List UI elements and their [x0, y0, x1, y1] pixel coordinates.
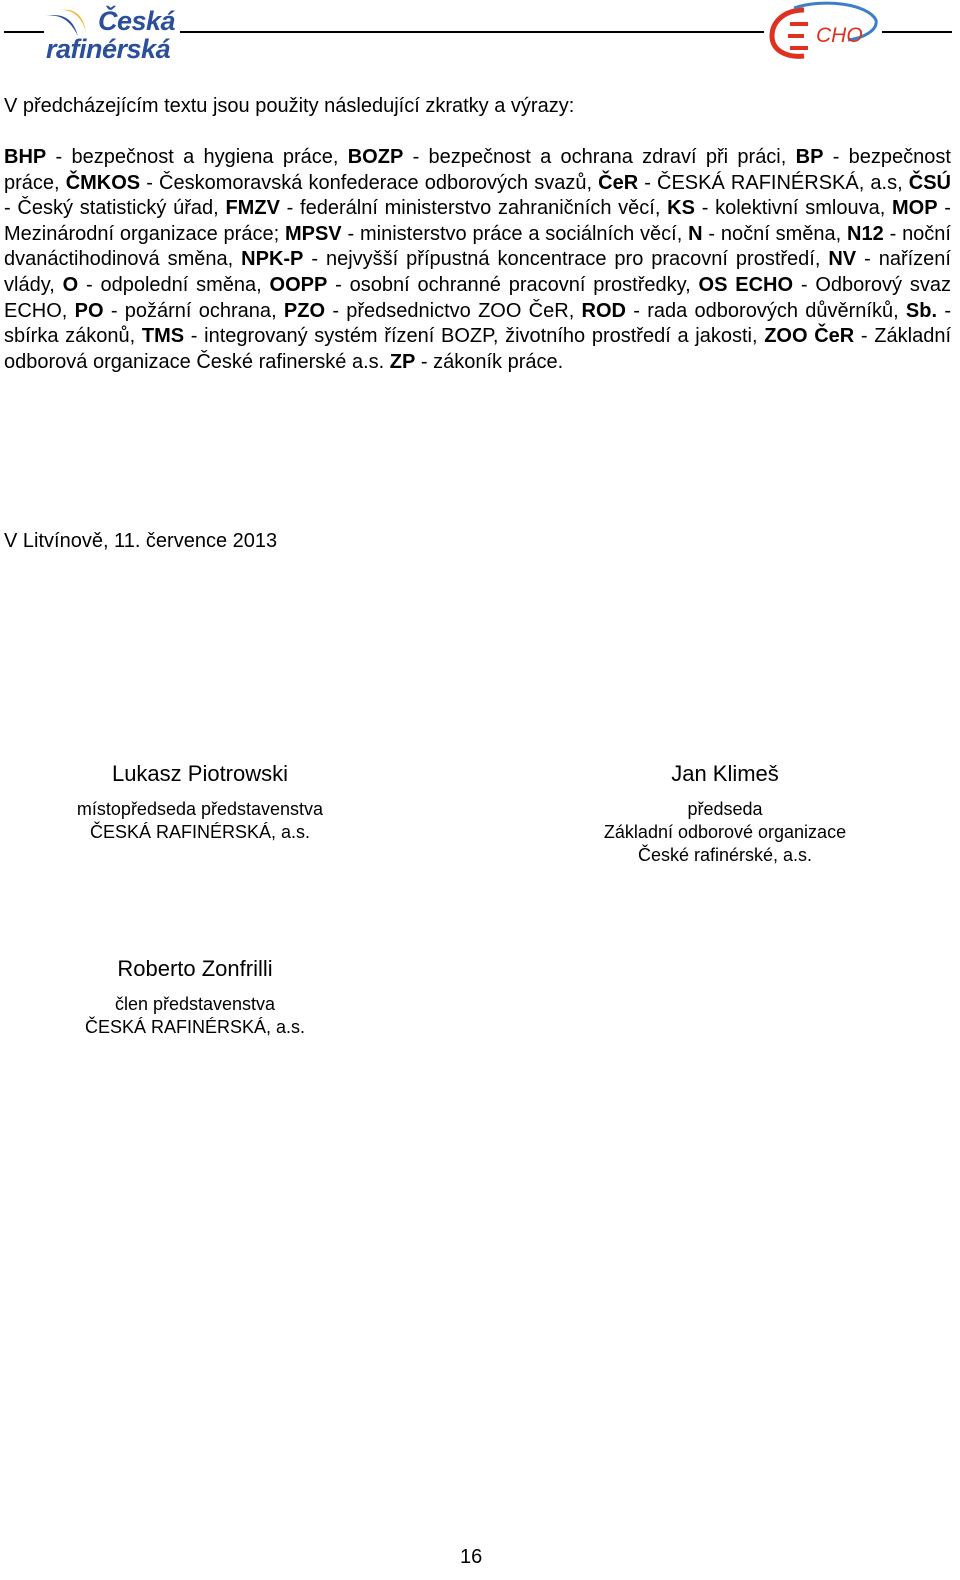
- abbreviation-term: N12: [847, 222, 884, 245]
- abbreviation-definition: nařízení vlády: [4, 248, 951, 296]
- abbreviation-entry: MOP - Mezinárodní organizace práce;: [4, 197, 951, 245]
- abbreviation-definition: požární ochrana: [124, 299, 272, 322]
- abbreviation-definition: federální ministerstvo zahraničních věcí: [300, 197, 655, 220]
- abbreviation-entry: FMZV - federální ministerstvo zahraničních věcí: [225, 197, 655, 220]
- abbreviation-term: Sb.: [905, 299, 938, 322]
- signatory-name: Lukasz Piotrowski: [111, 761, 289, 786]
- signatory-name: Roberto Zonfrilli: [117, 956, 273, 981]
- abbreviation-term: NV: [828, 248, 857, 271]
- abbreviation-definition: integrovaný systém řízení BOZP, životního prostředí a jakosti: [204, 325, 752, 348]
- abbreviation-definition: noční dvanáctihodinová směna: [4, 222, 951, 271]
- abbreviation-definition: noční směna: [720, 222, 836, 245]
- abbreviation-definition: odpolední směna: [100, 273, 257, 296]
- abbreviation-definition: osobní ochranné pracovní prostředky: [349, 273, 686, 296]
- abbreviation-entry: Sb. - sbírka zákonů: [4, 299, 951, 348]
- signatory-org: ČESKÁ RAFINÉRSKÁ, a.s.: [84, 1017, 306, 1037]
- signature-block-piotrowski: [40, 760, 360, 844]
- abbreviation-term: FMZV: [225, 197, 280, 220]
- abbreviation-entry: ČMKOS - Českomoravská konfederace odborových svazů: [65, 171, 587, 194]
- abbreviation-definition: rada odborových důvěrníků: [647, 299, 894, 322]
- abbreviation-entry: O - odpolední směna: [62, 273, 257, 296]
- signatory-role: místopředseda představenstva: [76, 799, 324, 819]
- abbreviation-entry: ROD - rada odborových důvěrníků: [581, 299, 894, 322]
- abbreviation-entry: ZP - zákoník práce.: [389, 350, 564, 373]
- page-number: 16: [460, 1546, 483, 1568]
- abbreviation-definition: zákoník práce.: [433, 350, 564, 373]
- abbreviation-entry: NPK-P - nejvyšší přípustná koncentrace pro pracovní prostředí: [241, 248, 815, 271]
- abbreviation-definition: bezpečnost a hygiena práce: [71, 146, 333, 168]
- abbreviation-entry: KS - kolektivní smlouva: [667, 197, 880, 220]
- abbreviation-entry: ČeR - ČESKÁ RAFINÉRSKÁ, a.s: [598, 171, 898, 194]
- abbreviation-definition: Odborový svaz ECHO: [4, 273, 951, 322]
- signatory-role: člen představenstva: [114, 994, 276, 1014]
- abbreviation-term: ČeR: [598, 171, 639, 194]
- abbreviation-term: ROD: [581, 299, 626, 322]
- abbreviation-term: MOP: [892, 197, 938, 220]
- abbreviation-entry: NV - nařízení vlády: [4, 248, 951, 296]
- echo-logo-text: CHO: [816, 24, 863, 47]
- abbreviation-term: KS: [667, 197, 695, 220]
- abbreviation-term: NPK-P: [241, 248, 304, 271]
- abbreviation-list: BHP - bezpečnost a hygiena práce, BOZP - bezpečnost a ochrana zdraví při práci, BP - bezpečnost práce, ČMKOS - Českomoravská konfederace odborových svazů, ČeR - ČESKÁ RAFINÉRSKÁ, a.s, ČSÚ - Český statistický úřad, FMZV - federální ministerstvo zahraničních věcí, KS - kolektivní smlouva, MOP - Mezinárodní organizace práce; MPSV - ministerstvo práce a sociálních věcí, N - noční směna, N12 - noční dvanáctihodinová směna, NPK-P - nejvyšší přípustná koncentrace pro pracovní prostředí, NV - nařízení vlády, O - odpolední směna, OOPP - osobní ochranné pracovní prostředky, OS ECHO - Odborový svaz ECHO, PO - požární ochrana, PZO - předsednictvo ZOO ČeR, ROD - rada odborových důvěrníků, Sb. - sbírka zákonů, TMS - integrovaný systém řízení BOZP, životního prostředí a jakosti, ZOO ČeR - Základní odborová organizace České rafinerské a.s. ZP - zákoník práce.: [4, 146, 952, 373]
- intro-text: V předcházejícím textu jsou použity následující zkratky a výrazy:: [4, 95, 575, 117]
- abbreviation-term: MPSV: [284, 222, 342, 245]
- abbreviation-term: PZO: [283, 299, 326, 322]
- abbreviation-definition: Základní odborová organizace České rafinerské a.s.: [4, 325, 952, 373]
- abbreviation-term: BOZP: [347, 146, 404, 168]
- abbreviation-definition: sbírka zákonů: [4, 325, 130, 348]
- place-date: V Litvínově, 11. července 2013: [4, 530, 278, 552]
- logo-line-1: Česká: [98, 6, 176, 36]
- logo-line-2: rafinérská: [46, 34, 171, 64]
- abbreviation-term: N: [688, 222, 703, 245]
- abbreviation-entry: MPSV - ministerstvo práce a sociálních věcí: [284, 222, 677, 245]
- abbreviation-entry: BOZP - bezpečnost a ochrana zdraví při práci: [347, 146, 781, 168]
- abbreviation-entry: OS ECHO - Odborový svaz ECHO: [4, 273, 951, 322]
- abbreviation-entry: PZO - předsednictvo ZOO ČeR: [283, 299, 569, 322]
- abbreviation-term: BHP: [4, 146, 47, 168]
- abbreviation-term: ZOO ČeR: [764, 325, 855, 348]
- abbreviation-term: ČSÚ: [908, 171, 951, 194]
- abbreviation-definition: kolektivní smlouva: [715, 197, 880, 220]
- echo-logo: [764, 0, 882, 64]
- ceska-rafinerska-logo: [44, 4, 180, 64]
- abbreviation-entry: ČSÚ - Český statistický úřad: [4, 171, 951, 220]
- abbreviation-term: TMS: [141, 325, 185, 348]
- abbreviation-definition: předsednictvo ZOO ČeR: [346, 299, 569, 322]
- signatory-org: Základní odborové organizace: [603, 822, 847, 842]
- signatory-org: ČESKÁ RAFINÉRSKÁ, a.s.: [89, 822, 311, 842]
- abbreviation-entry: TMS - integrovaný systém řízení BOZP, životního prostředí a jakosti: [141, 325, 752, 348]
- abbreviation-entry: N12 - noční dvanáctihodinová směna: [4, 222, 951, 271]
- abbreviation-term: BP: [795, 146, 824, 168]
- abbreviation-entry: OOPP - osobní ochranné pracovní prostředky: [269, 273, 686, 296]
- abbreviation-entry: PO - požární ochrana: [74, 299, 272, 322]
- abbreviation-definition: ČESKÁ RAFINÉRSKÁ, a.s: [657, 171, 898, 194]
- signature-block-zonfrilli: [35, 955, 355, 1039]
- abbreviation-entry: BHP - bezpečnost a hygiena práce: [4, 146, 333, 168]
- signature-block-klimes: [565, 760, 885, 867]
- abbreviation-definition: Mezinárodní organizace práce;: [4, 222, 280, 245]
- abbreviation-term: OOPP: [269, 273, 328, 296]
- abbreviation-entry: ZOO ČeR - Základní odborová organizace České rafinerské a.s.: [4, 325, 952, 373]
- abbreviation-term: PO: [74, 299, 104, 322]
- signatory-role: předseda: [687, 799, 763, 819]
- page-header: [0, 0, 960, 70]
- abbreviation-term: ZP: [389, 350, 416, 373]
- signatory-name: Jan Klimeš: [671, 761, 779, 786]
- abbreviation-term: OS ECHO: [698, 273, 794, 296]
- abbreviation-definition: nejvyšší přípustná koncentrace pro pracovní prostředí: [325, 248, 815, 271]
- signatory-org-2: České rafinérské, a.s.: [637, 845, 813, 865]
- abbreviation-definition: bezpečnost práce: [4, 146, 951, 194]
- abbreviation-entry: N - noční směna: [688, 222, 836, 245]
- abbreviation-term: ČMKOS: [65, 171, 141, 194]
- abbreviation-definition: ministerstvo práce a sociálních věcí: [359, 222, 677, 245]
- abbreviation-entry: BP - bezpečnost práce: [4, 146, 951, 194]
- abbreviation-definition: Českomoravská konfederace odborových svazů: [159, 171, 587, 194]
- abbreviation-definition: bezpečnost a ochrana zdraví při práci: [428, 146, 781, 168]
- abbreviation-definition: Český statistický úřad: [17, 197, 214, 220]
- abbreviation-term: O: [62, 273, 79, 296]
